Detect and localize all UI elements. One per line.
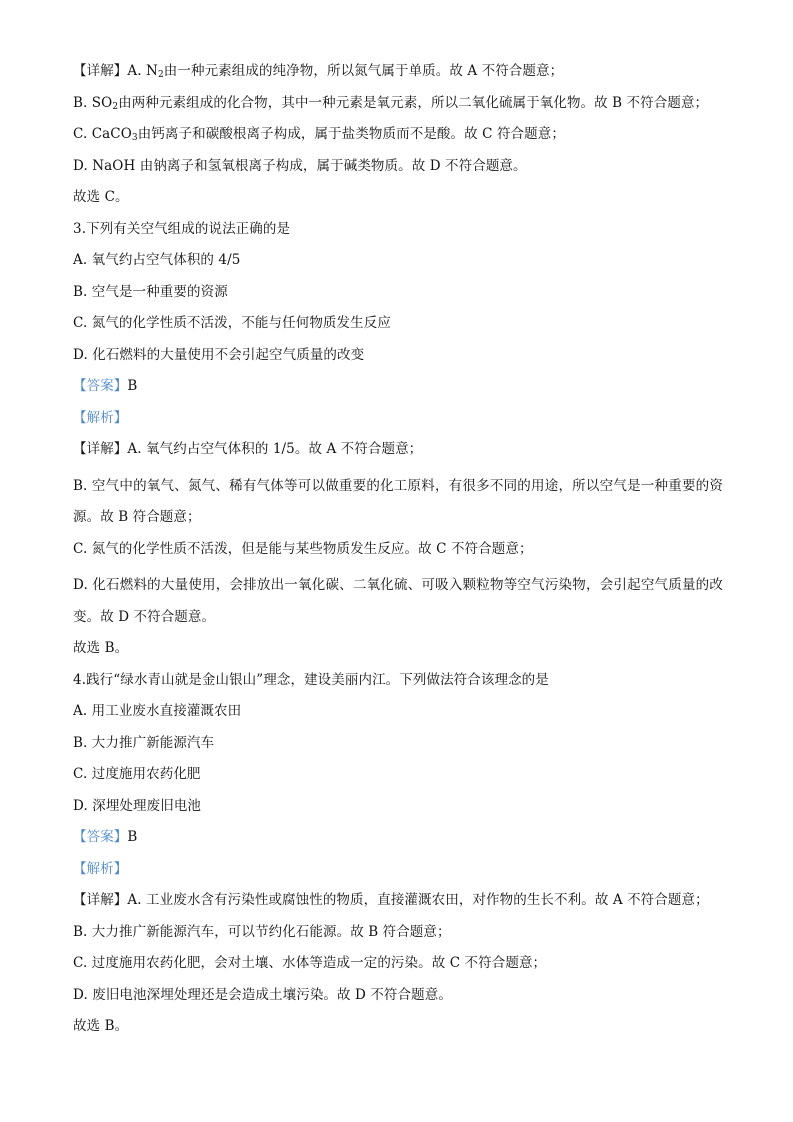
q3-answer xyxy=(73,377,723,395)
q4-detail-c: C. 过度施用农药化肥，会对土壤、水体等造成一定的污染。故 C 不符合题意； xyxy=(73,955,547,971)
q4-option-c: C. 过度施用农药化肥 xyxy=(73,766,201,782)
q3-option-a: A. 氧气约占空气体积的 4/5 xyxy=(73,252,241,268)
q4-detail-d: D. 废旧电池深埋处理还是会造成土壤污染。故 D 不符合题意。 xyxy=(73,986,452,1003)
q4-detail-a-text: A. 工业废水含有污染性或腐蚀性的物质，直接灌溉农田，对作物的生长不利。故 A 不符合题意； xyxy=(127,892,709,908)
detail-tag: 【详解】 xyxy=(73,441,128,457)
q4-stem: 4.践行“绿水青山就是金山银山”理念，建设美丽内江。下列做法符合该理念的是 xyxy=(73,671,549,688)
answer-tag: 【答案】 xyxy=(73,829,128,845)
q2-detail-b-post: 由两种元素组成的化合物，其中一种元素是氧元素，所以二氧化硫属于氧化物。故 B 不符合题意； xyxy=(118,94,709,111)
q2-detail-c-sub: 3 xyxy=(131,133,138,143)
q3-conclusion: 故选 B。 xyxy=(73,640,129,656)
q2-detail-a xyxy=(73,62,723,80)
q4-conclusion: 故选 B。 xyxy=(73,1018,129,1034)
q4-option-d: D. 深埋处理废旧电池 xyxy=(73,797,202,814)
q2-detail-b xyxy=(73,94,723,112)
q2-conclusion: 故选 C。 xyxy=(73,189,129,205)
q3-answer-value: B xyxy=(127,378,138,394)
q3-detail-a-text: A. 氧气约占空气体积的 1/5。故 A 不符合题意； xyxy=(127,441,423,457)
q2-detail-b-sub: 2 xyxy=(112,101,119,112)
q4-option-b: B. 大力推广新能源汽车 xyxy=(73,734,215,751)
q4-option-a: A. 用工业废水直接灌溉农田 xyxy=(73,703,242,719)
q3-option-c: C. 氮气的化学性质不活泼，不能与任何物质发生反应 xyxy=(73,315,391,331)
answer-tag: 【答案】 xyxy=(73,378,128,394)
q3-option-d: D. 化石燃料的大量使用不会引起空气质量的改变 xyxy=(73,346,365,363)
document-content xyxy=(73,62,723,1049)
q4-analysis-tag: 【解析】 xyxy=(73,860,128,877)
q2-detail-b-pre: B. SO xyxy=(73,94,113,111)
q2-detail-c-pre: C. CaCO xyxy=(73,126,132,142)
q3-analysis-tag: 【解析】 xyxy=(73,409,128,426)
q4-answer-value: B xyxy=(127,829,138,845)
q3-stem: 3.下列有关空气组成的说法正确的是 xyxy=(73,220,291,237)
q3-detail-c: C. 氮气的化学性质不活泼，但是能与某些物质发生反应。故 C 不符合题意； xyxy=(73,540,533,557)
q3-detail-b: B. 空气中的氧气、氮气、稀有气体等可以做重要的化工原料，有很多不同的用途，所以空气是一种重要的资源。故 B 符合题意； xyxy=(73,477,723,525)
q4-answer xyxy=(73,828,723,846)
q2-detail-c-post: 由钙离子和碳酸根离子构成，属于盐类物质而不是酸。故 C 符合题意； xyxy=(137,126,565,142)
q2-detail-a-pre: A. N xyxy=(127,63,158,79)
q2-detail-c xyxy=(73,125,723,143)
q3-option-b: B. 空气是一种重要的资源 xyxy=(73,283,228,300)
q2-detail-d: D. NaOH 由钠离子和氢氧根离子构成，属于碱类物质。故 D 不符合题意。 xyxy=(73,157,527,174)
detail-tag: 【详解】 xyxy=(73,892,128,908)
q4-detail-a xyxy=(73,891,723,909)
q4-detail-b: B. 大力推广新能源汽车，可以节约化石能源。故 B 符合题意； xyxy=(73,923,451,940)
q3-detail-a xyxy=(73,440,723,458)
q2-detail-a-post: 由一种元素组成的纯净物，所以氮气属于单质。故 A 不符合题意； xyxy=(163,63,564,79)
q3-detail-d: D. 化石燃料的大量使用，会排放出一氧化碳、二氧化硫、可吸入颗粒物等空气污染物，会引起空气质量的改变。故 D 不符合题意。 xyxy=(73,577,723,625)
detail-tag: 【详解】 xyxy=(73,63,128,79)
q2-detail-a-sub: 2 xyxy=(157,70,164,80)
